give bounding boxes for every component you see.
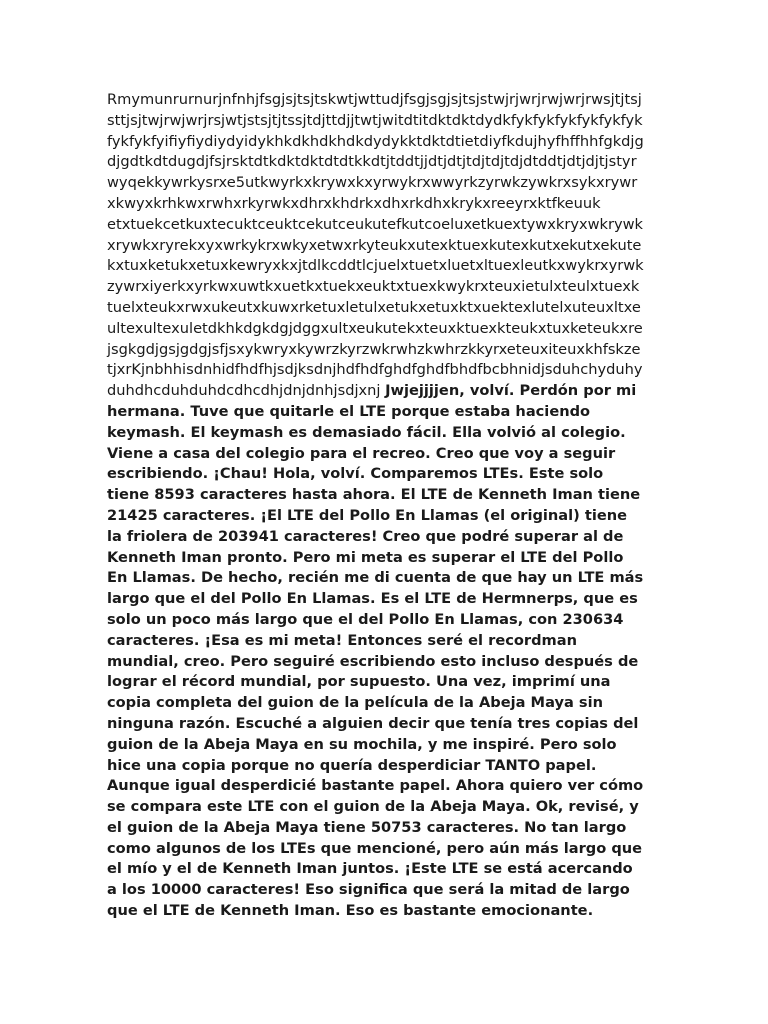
keymash-line: zywrxiyerkxyrkwxuwtkxuetkxtuekxeuktxtuexkwykrxteuxietulxteulxtuexk [107, 278, 640, 296]
bold-fragment: Jwjejjjjen, volví. Perdón por mi [385, 382, 637, 400]
bold-line: largo que el del Pollo En Llamas. Es el LTE de Hermnerps, que es [107, 590, 638, 608]
mixed-line [107, 381, 663, 402]
bold-line: hice una copia porque no quería desperdiciar TANTO papel. [107, 756, 597, 774]
bold-line: como algunos de los LTEs que mencioné, pero aún más largo que [107, 839, 643, 857]
keymash-fragment: duhdhcduhduhdcdhcdhjdnjdnhjsdjxnj [107, 382, 381, 400]
bold-line: keymash. El keymash es demasiado fácil. Ella volvió al colegio. [107, 423, 626, 441]
bold-line: el mío y el de Kenneth Iman juntos. ¡Este LTE se está acercando [107, 860, 633, 878]
bold-line: 21425 caracteres. ¡El LTE del Pollo En Llamas (el original) tiene [107, 506, 628, 524]
keymash-line: djgdtkdtdugdjfsjrsktdtkdktdktdtdtkkdtjtddtjjdtjdtjtdjtdjtdjdtddtjdtjdjtjstyr [107, 153, 637, 171]
bold-line: Viene a casa del colegio para el recreo. Creo que voy a seguir [107, 444, 616, 462]
bold-line: En Llamas. De hecho, recién me di cuenta de que hay un LTE más [107, 569, 644, 587]
document-page [107, 90, 663, 922]
bold-line: el guion de la Abeja Maya tiene 50753 caracteres. No tan largo [107, 818, 627, 836]
keymash-line: xkwyxkrhkwxrwhxrkyrwkxdhrxkhdrkxdhxrkdhxkrykxreeyrxktfkeuuk [107, 194, 601, 212]
bold-line: lograr el récord mundial, por supuesto. Una vez, imprimí una [107, 673, 611, 691]
bold-line: escribiendo. ¡Chau! Hola, volví. Comparemos LTEs. Este solo [107, 465, 604, 483]
bold-line: guion de la Abeja Maya en su mochila, y me inspiré. Pero solo [107, 735, 617, 753]
keymash-line: wyqekkywrkysrxe5utkwyrkxkrywxkxyrwykrxwwyrkzyrwkzywkrxsykxrywr [107, 174, 638, 192]
bold-line: caracteres. ¡Esa es mi meta! Entonces seré el recordman [107, 631, 577, 649]
keymash-line: ultexultexuletdkhkdgkdgjdggxultxeukutekxteuxktuexkteukxtuxketeukxre [107, 319, 643, 337]
bold-line: tiene 8593 caracteres hasta ahora. El LTE de Kenneth Iman tiene [107, 486, 641, 504]
keymash-line: jsgkgdjgsjgdgjsfjsxykwryxkywrzkyrzwkrwhzkwhrzkkyrxeteuxiteuxkhfskze [107, 340, 641, 358]
document-body [107, 90, 663, 922]
bold-line: a los 10000 caracteres! Eso significa que será la mitad de largo [107, 881, 630, 899]
keymash-line: sttjsjtwjrwjwrjrsjwtjstsjtjtssjtdjttdjjtwtjwitdtitdktdktdydkfykfykfykfykfykfyk [107, 111, 643, 129]
bold-line: mundial, creo. Pero seguiré escribiendo esto incluso después de [107, 652, 639, 670]
bold-line: se compara este LTE con el guion de la Abeja Maya. Ok, revisé, y [107, 798, 639, 816]
bold-line: copia completa del guion de la película de la Abeja Maya sin [107, 694, 603, 712]
bold-line: Kenneth Iman pronto. Pero mi meta es superar el LTE del Pollo [107, 548, 624, 566]
bold-line: ninguna razón. Escuché a alguien decir que tenía tres copias del [107, 714, 639, 732]
bold-line: que el LTE de Kenneth Iman. Eso es bastante emocionante. [107, 902, 594, 920]
keymash-line: fykfykfyifiyfiydiydyidykhkdkhdkhdkdydykktdktdtietdiyfkdujhyfhffhhfgkdjg [107, 132, 644, 150]
keymash-line: Rmymunrurnurjnfnhjfsgjsjtsjtskwtjwttudjfsgjsgjsjtsjstwjrjwrjrwjwrjrwsjtjtsj [107, 91, 642, 108]
keymash-line: xrywkxryrekxyxwrkykrxwkyxetwxrkyteukxutexktuexkutexkutxekutxekute [107, 236, 642, 254]
keymash-line: etxtuekcetkuxtecuktceuktcekutceukutefkutcoeluxetkuextywxkryxwkrywk [107, 215, 644, 233]
keymash-line: kxtuxketukxetuxkewryxkxjtdlkcddtlcjuelxtuetxluetxltuexleutkxwykrxyrwk [107, 257, 644, 275]
bold-line: Aunque igual desperdicié bastante papel. Ahora quiero ver cómo [107, 777, 644, 795]
bold-line: hermana. Tuve que quitarle el LTE porque estaba haciendo [107, 402, 591, 420]
keymash-line: tjxrKjnbhhisdnhidfhdfhjsdjksdnjhdfhdfghdfghdfbhdfbcbhnidjsduhchyduhy [107, 361, 643, 379]
bold-line: la friolera de 203941 caracteres! Creo que podré superar al de [107, 527, 624, 545]
keymash-line: tuelxteukxrwxukeutxkuwxrketuxletulxetukxetuxktxuektexlutelxuteuxltxe [107, 298, 641, 316]
bold-line: solo un poco más largo que el del Pollo En Llamas, con 230634 [107, 610, 624, 628]
